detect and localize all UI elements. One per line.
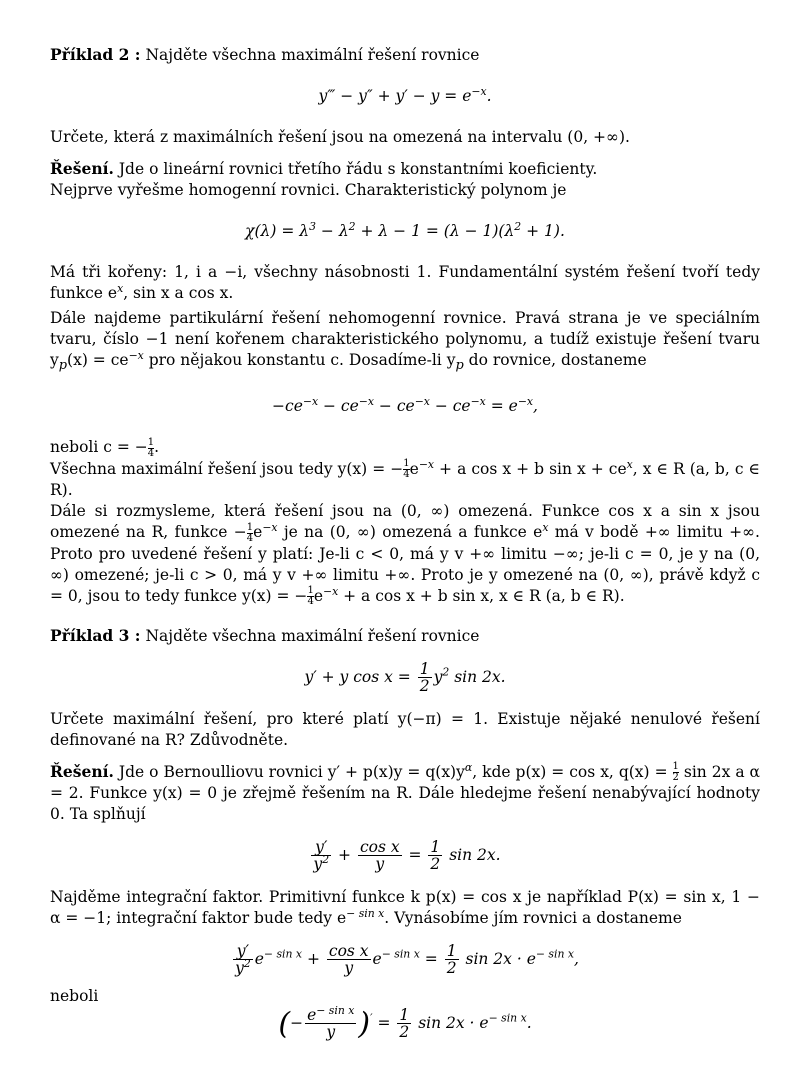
all-solutions-text: + a cos x + b sin x + ce	[434, 459, 627, 478]
example-3-statement	[50, 625, 760, 647]
example-2-statement	[50, 44, 760, 66]
example-2-solution-intro	[50, 158, 760, 180]
example-2-label: Příklad 2 :	[50, 45, 141, 64]
poly-part: − λ	[316, 222, 349, 240]
bound-text: Dále si rozmysleme, která řešení jsou na (0, ∞) omezená. Funkce cos x a sin x jsou omezené na R, funkce −	[50, 502, 760, 542]
eq-part: sin 2x.	[444, 845, 501, 864]
final-equation: (− $\frac{e^{- sin x}}{y}$ )′ = $\frac{1}{2}$ $\sin 2x \cdot e^{- sin x}$.	[278, 1004, 532, 1042]
equation-text: y‴ − y″ + y′ − y = e	[318, 87, 472, 105]
solution-label: Řešení.	[50, 159, 114, 178]
particular-text: Dále najdeme partikulární řešení nehomogenní rovnice. Pravá strana je ve speciálním tvaru, číslo −1 není kořenem charakteristického polynomu, a tudíž existuje řešení tvaru y	[50, 309, 760, 369]
roots-paragraph: Má tři kořeny: 1, i a −i, všechny násobnosti 1. Fundamentální systém řešení tvoří tedy funkce $e^x$, sin x a cos x.	[50, 263, 760, 302]
example-2-equation: y‴ − $y'' + y' - y = e^{-x}$.	[318, 84, 492, 105]
integration-factor-paragraph: Najděme integrační faktor. Primitivní funkce k p(x) = cos x je například P(x) = sin x, 1 − α = −1; integrační faktor bude tedy $e^{- sin x}$. Vynásobíme jím rovnici a dostaneme	[50, 887, 760, 927]
equation-exponent: −x	[471, 84, 487, 98]
eq-part: sin 2x · e	[413, 1013, 489, 1032]
neboli-text: neboli	[50, 987, 99, 1006]
roots-text: , sin x a cos x.	[123, 284, 234, 302]
particular-text: do rovnice, dostaneme	[463, 351, 647, 369]
example-2-task: Určete, která z maximálních řešení jsou na omezená na intervalu (0, +∞).	[50, 128, 630, 146]
factor-text: . Vynásobíme jím rovnici a dostaneme	[384, 908, 682, 927]
poly-part: χ(λ) = λ	[245, 222, 310, 240]
bound-text: má v bodě +∞ limitu +∞. Proto pro uvedené řešení y platí: Je-li c < 0, má y v +∞ limitu −∞; je-li c = 0, je y na (0, ∞) omezené; je-li c > 0, má y v +∞ limitu +∞. Proto je y omezené na (0, ∞), právě když c = 0, jsou to tedy funkce y(x) = −	[50, 523, 760, 605]
bound-text: e	[253, 523, 263, 542]
eq-part: y′ + y cos x =	[304, 667, 411, 686]
solution-text: Jde o lineární rovnici třetího řádu s konstantními koeficienty.	[118, 160, 598, 178]
poly-part: + λ − 1 = (λ − 1)(λ	[355, 222, 515, 240]
c-value-text: .	[154, 438, 160, 457]
c-value-text: neboli c = −	[50, 438, 148, 457]
example-3-task: Určete maximální řešení, pro které platí y(−π) = 1. Existuje nějaké nenulové řešení definované na R? Zdůvodněte.	[50, 709, 760, 749]
particular-text: (x) = ce	[67, 351, 129, 369]
factor-text: Najděme integrační faktor. Primitivní funkce k p(x) = cos x je například P(x) = sin x, 1 − α = −1; integrační faktor bude tedy e	[50, 887, 760, 927]
all-solutions: Všechna maximální řešení jsou tedy y(x) = − $\frac{1}{4}$ $e^{-x} + a$ cos x + b $\sin x + ce^x$, x ∈ R (a, b, c ∈ R).	[50, 457, 760, 500]
eq-part: y	[433, 667, 443, 686]
solution-label: Řešení.	[50, 761, 114, 781]
all-solutions-text: , x ∈ R (a, b, c ∈ R).	[50, 459, 760, 500]
particular-paragraph: Dále najdeme partikulární řešení nehomogenní rovnice. Pravá strana je ve speciálním tvaru, číslo −1 není kořenem charakteristického polynomu, a tudíž existuje řešení tvaru $y_p(x) = ce^{-x}$ pro nějakou konstantu c. Dosadíme-li $y_p$ do rovnice, dostaneme	[50, 309, 760, 374]
all-solutions-text: Všechna maximální řešení jsou tedy y(x) = −	[50, 459, 404, 478]
particular-text: pro nějakou konstantu c. Dosadíme-li y	[143, 351, 456, 369]
multiplied-equation: $\frac{y'}{y^2}$ $e^{- sin x}$ + $\frac{\text{cos x}}{y}$ $e^{- sin x}$ = $\frac{1}{2}$ $\sin 2x \cdot e^{- sin x}$,	[235, 941, 579, 977]
example-3-intro: Najděte všechna maximální řešení rovnice	[145, 627, 480, 646]
bernoulli-equation: $\frac{y'}{y^2}$ + $\frac{\text{cos x}}{y}$ = $\frac{1}{2}$ sin 2x.	[313, 838, 501, 874]
example-3-label: Příklad 3 :	[50, 626, 141, 646]
example-3-solution: Řešení. Jde o Bernoulliovu rovnici $y' + p(x)y = q(x)y^\alpha$, kde p(x) = cos x, q(x) = $\frac{1}{2}$ sin 2x a α = 2. Funkce y(x) = 0 je zřejmě řešením na R. Dále hledejme řešení nenabývající hodnoty 0. Ta splňují	[50, 760, 761, 824]
solution-text: sin 2x a α = 2. Funkce y(x) = 0 je zřejmě řešením na R. Dále hledejme řešení nenabývající hodnoty 0. Ta splňují	[50, 762, 761, 824]
solution-text: Jde o Bernoulliovu rovnici y′ + p(x)y = q(x)y	[118, 762, 465, 781]
poly-part: + 1).	[521, 222, 565, 240]
roots-text: Má tři kořeny: 1, i a −i, všechny násobnosti 1. Fundamentální systém řešení tvoří tedy funkce e	[50, 263, 760, 302]
eq-part: sin 2x.	[449, 667, 506, 686]
solution-text: , kde p(x) = cos x, q(x) =	[472, 762, 668, 781]
c-value: neboli c = − $\frac{1}{4}$ .	[50, 436, 160, 459]
bound-text: je na (0, ∞) omezená a funkce e	[277, 523, 543, 542]
bound-text: + a cos x + b sin x, x ∈ R (a, b ∈ R).	[338, 586, 625, 605]
eq-part: sin 2x · e	[460, 949, 536, 968]
boundedness-paragraph: Dále si rozmysleme, která řešení jsou na (0, ∞) omezená. Funkce cos x a sin x jsou omezené na R, funkce − $\frac{1}{4}$ $e^{-x}$ je na (0, ∞) omezená a funkce $e^x$ má v bodě +∞ limitu +∞. Proto pro uvedené řešení y platí: Je-li c < 0, má y v +∞ limitu −∞; je-li c = 0, je y na (0, ∞) omezené; je-li c > 0, má y v +∞ limitu +∞. Proto je y omezené na (0, ∞), právě když c = 0, jsou to tedy funkce y(x) = − $\frac{1}{4}$ $e^{-x} + a$ cos x + b sin x, x ∈ R (a, b ∈ R).	[50, 502, 760, 608]
substitution-equation: $-ce^{-x} - ce^{-x} - ce^{-x} - ce^{-x} = e^{-x}$,	[272, 394, 538, 416]
characteristic-polynomial: $\chi(\lambda) = \lambda^3 - \lambda^2 + \lambda - 1 = (\lambda - 1)(\lambda^2 + 1)$.	[245, 219, 565, 240]
example-3-equation: y′ + y cos x = $\frac{1}{2}$ $y^2$ sin 2x.	[304, 660, 506, 696]
example-2-intro: Najděte všechna maximální řešení rovnice	[145, 46, 480, 64]
homogeneous-intro: Nejprve vyřešme homogenní rovnici. Charakteristický polynom je	[50, 181, 567, 199]
bound-text: e	[313, 586, 323, 605]
document-page	[50, 44, 760, 1041]
all-solutions-text: e	[409, 459, 419, 478]
